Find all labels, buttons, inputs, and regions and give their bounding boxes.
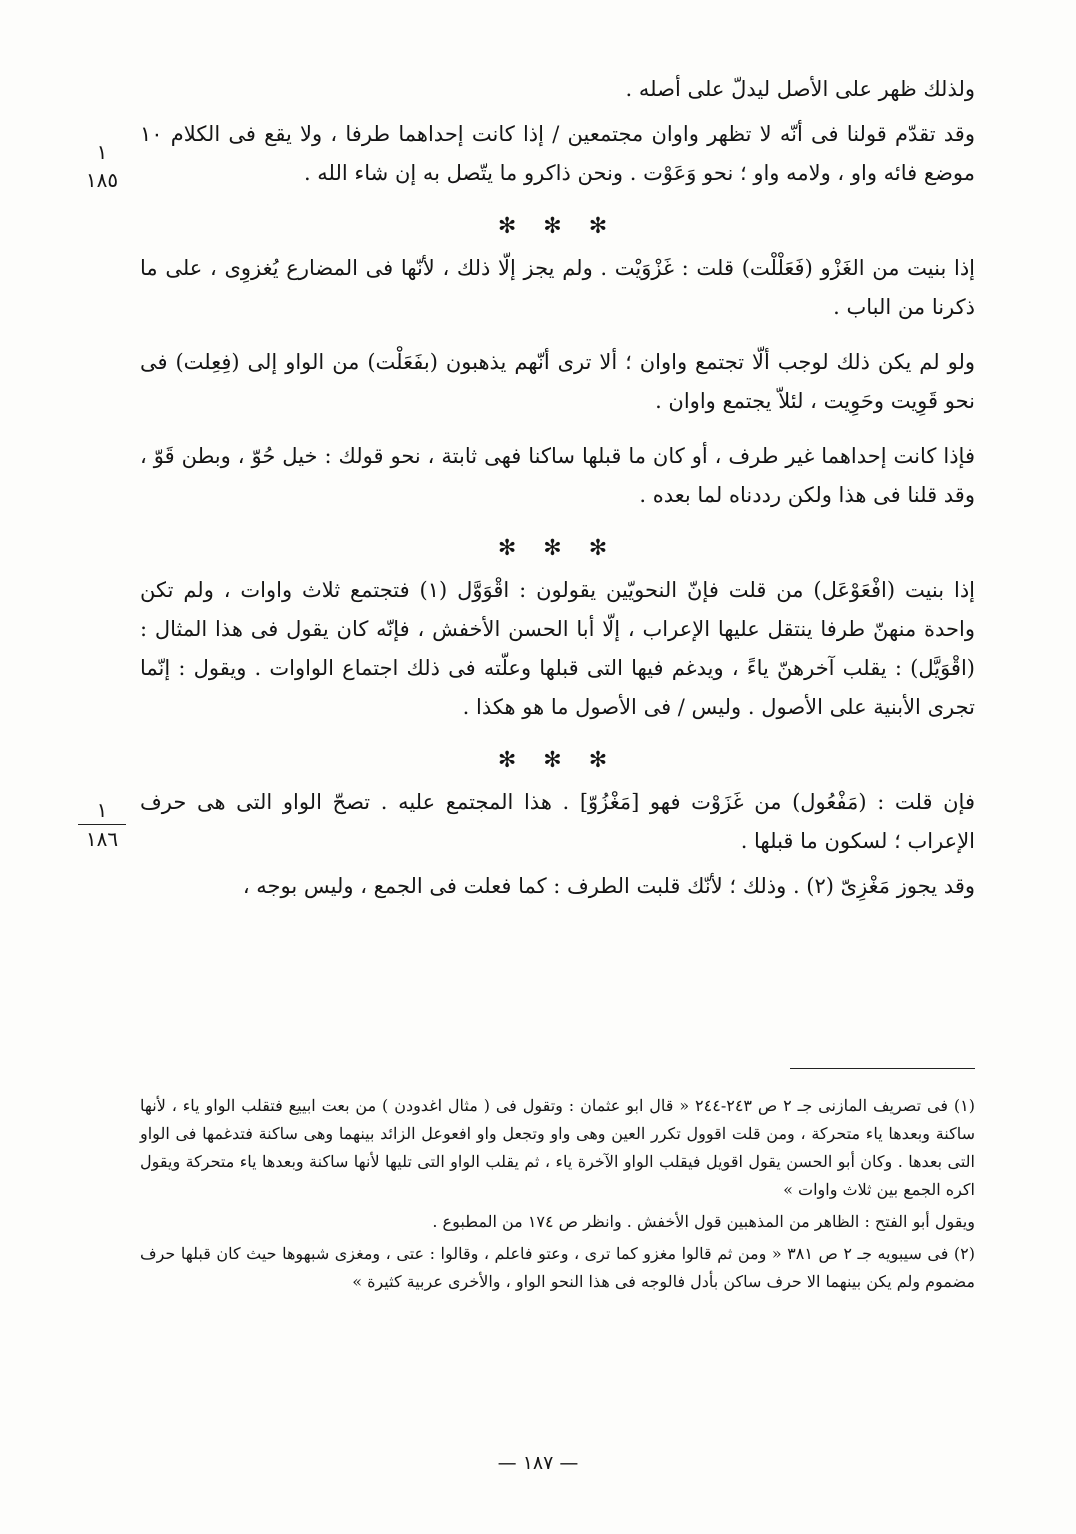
paragraph-1: ولذلك ظهر على الأصل ليدلّ على أصله . bbox=[625, 77, 975, 101]
paragraph-4: ولو لم يكن ذلك لوجب ألّا تجتمع واوان ؛ ألا ترى أنّهم يذهبون (بفَعَلْت) من الواو إلى (فِعِلت) فى نحو قَوِيت وحَوِيت ، لئلاّ يجتمع واوان . bbox=[140, 350, 975, 413]
footnote-1-comment: ويقول أبو الفتح : الظاهر من المذهبين قول الأخفش . وانظر ص ١٧٤ من المطبوع . bbox=[432, 1212, 975, 1231]
main-text bbox=[140, 70, 975, 922]
footnote-2: (٢) فى سيبويه جـ ٢ ص ٣٨١ « ومن ثم قالوا مغزو كما ترى ، وعتو فاعلم ، وقالوا : عتى ، ومغزى شبهوها حيث كان قبلها حرف مضموم ولم يكن بينهما الا حرف ساكن بأدل فالوجه فى هذا النحو الواو ، والأخرى عربية كثيرة » bbox=[140, 1244, 976, 1291]
paragraph-5: فإذا كانت إحداهما غير طرف ، أو كان ما قبلها ساكنا فهى ثابتة ، نحو قولك : خيل حُوّ ، وبطن قَوّ ، وقد قلنا فى هذا ولكن رددناه لما بعده . bbox=[140, 444, 975, 507]
footnote-1: (١) فى تصريف المازنى جـ ٢ ص ٢٤٣-٢٤٤ « قال ابو عثمان : وتقول فى ( مثال اغدودن ) من بعت ابييع فتقلب الواو ياء ، لأنها ساكنة وبعدها ياء متحركة ، ومن قلت اقوول تكرر العين وهى واو وتجعل واو افعوعل الزائد بينهما وهى ساكنة فتدغمها فى الواو التى بعدها . وكان أبو الحسن يقول اقويل فيقلب الواو الآخرة ياء ، ثم يقلب الواو التى تليها لأنها ساكنة وبعدها ياء متحركة ويقول اكره الجمع بين ثلاث واوات » bbox=[140, 1096, 976, 1199]
folio-number-top: ١ bbox=[96, 140, 108, 164]
folio-number-bottom: ١٨٦ bbox=[85, 827, 119, 851]
folio-number-bottom: ١٨٥ bbox=[85, 168, 119, 192]
manuscript-folio-185 bbox=[78, 140, 126, 192]
paragraph-3: إذا بنيت من الغَزْو (فَعَلْلْت) قلت : غَزْوَيْت . ولم يجز إلّا ذلك ، لأنّها فى المضارع يُغزوِى ، على ما ذكرنا من الباب . bbox=[140, 256, 975, 319]
footnotes bbox=[140, 1092, 975, 1300]
page-number: — ١٨٧ — bbox=[497, 1452, 579, 1474]
section-separator-2: ✻ ✻ ✻ bbox=[497, 536, 618, 561]
folio-number-top: ١ bbox=[78, 798, 126, 825]
footnote-divider bbox=[790, 1068, 975, 1069]
paragraph-7: فإن قلت : (مَفْعُول) من غَزَوْت فهو [مَغْزُوّ] . هذا المجتمع عليه . تصحّ الواو التى هى حرف الإعراب ؛ لسكون ما قبلها . bbox=[140, 790, 975, 853]
paragraph-8: وقد يجوز مَغْزِىّ (٢) . وذلك ؛ لأنّك قلبت الطرف : كما فعلت فى الجمع ، وليس بوجه ، bbox=[242, 874, 975, 898]
paragraph-6: إذا بنيت (افْعَوْعَل) من قلت فإنّ النحويّين يقولون : اقْوَوَّل (١) فتجتمع ثلاث واوات ، ولم تكن واحدة منهنّ طرفا ينتقل عليها الإعراب ، إلّا أبا الحسن الأخفش ، فإنّه كان يقول فى هذا المثال : (اقْوَيَّل) : يقلب آخرهنّ ياءً ، ويدغم فيها التى قبلها وعلّته فى ذلك اجتماع الواوات . ويقول : إنّما تجرى الأبنية على الأصول . وليس / فى الأصول ما هو هكذا . bbox=[140, 578, 975, 719]
manuscript-folio-186 bbox=[78, 798, 126, 851]
section-separator-3: ✻ ✻ ✻ bbox=[497, 748, 618, 773]
section-separator-1: ✻ ✻ ✻ bbox=[497, 214, 618, 239]
paragraph-2: وقد تقدّم قولنا فى أنّه لا تظهر واوان مجتمعين / إذا كانت إحداهما طرفا ، ولا يقع فى الكلام ١٠ موضع فائه واو ، ولامه واو ؛ نحو وَعَوْت . ونحن ذاكرو ما يتّصل به إن شاء الله . bbox=[140, 122, 975, 185]
